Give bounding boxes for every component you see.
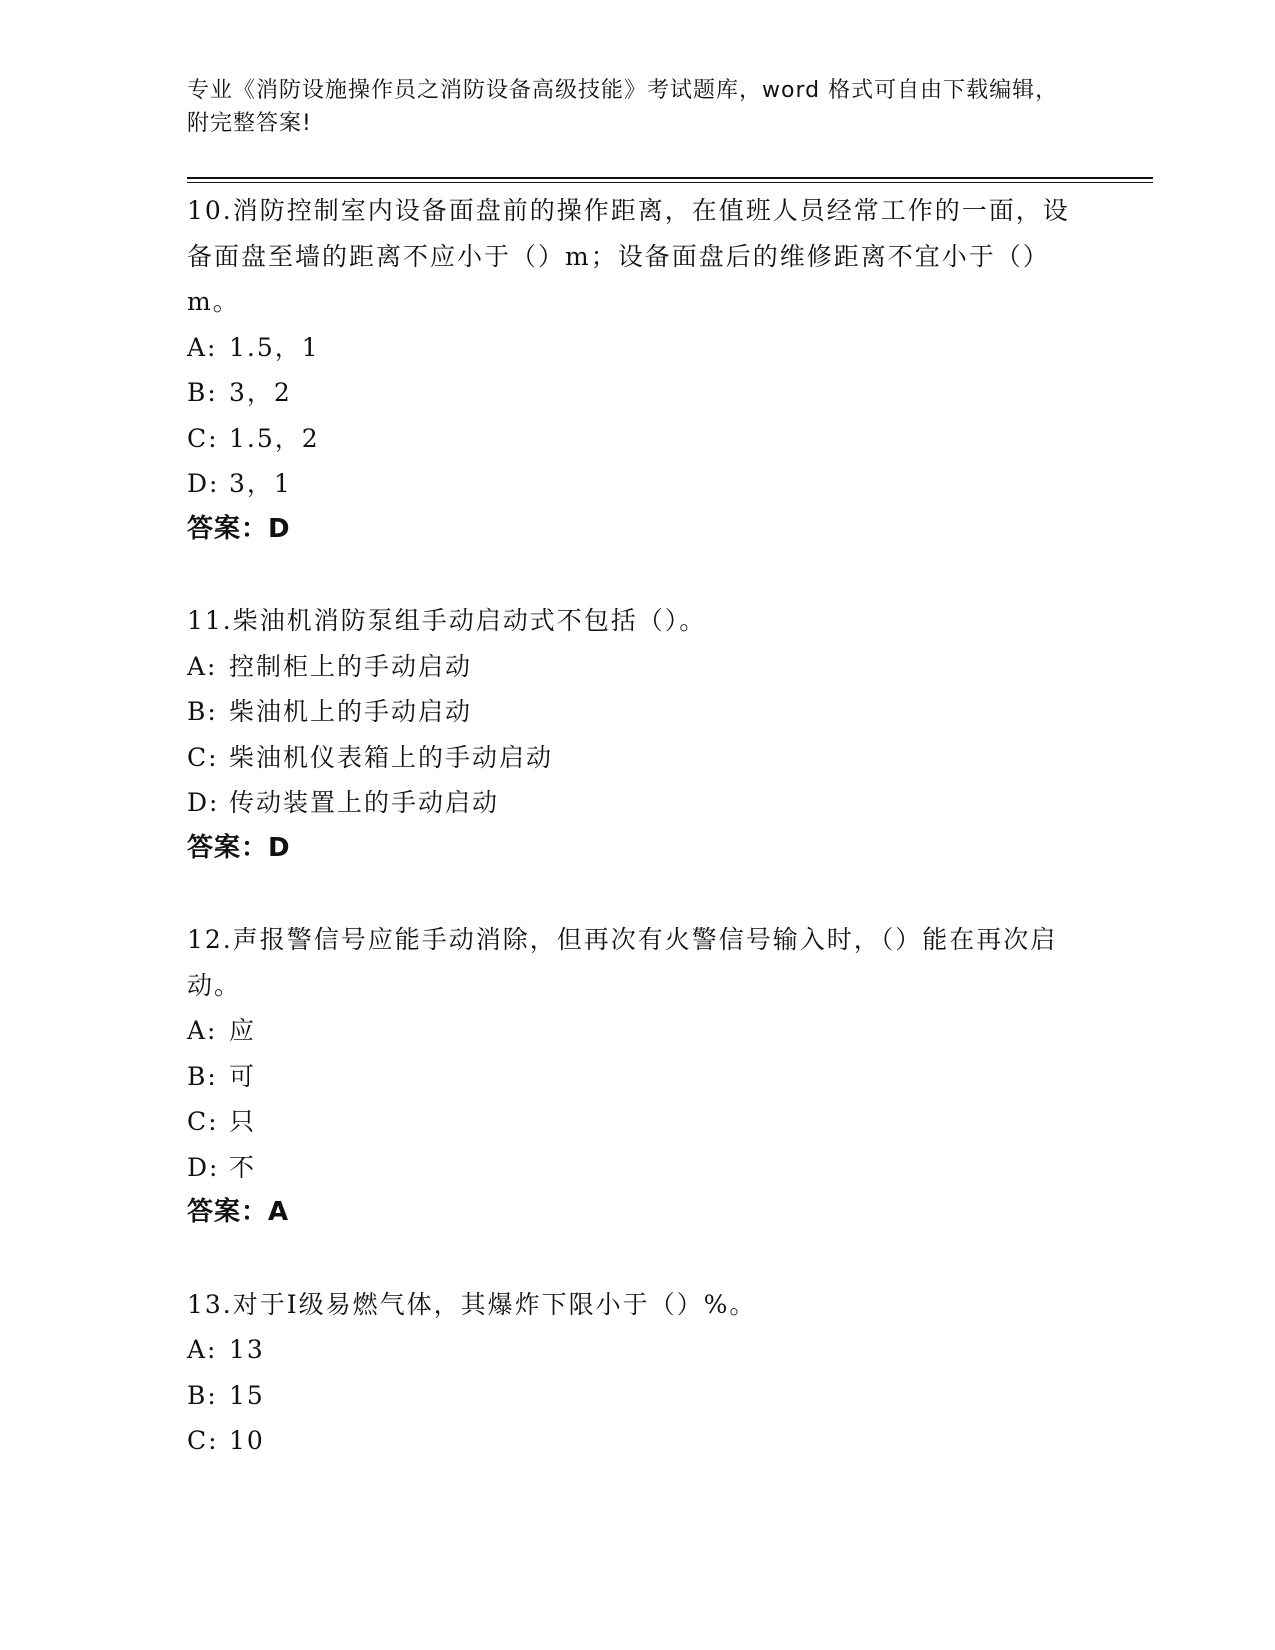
option-c [187,416,1087,462]
option-b [187,1054,1087,1100]
option-text: 柴油机仪表箱上的手动启动 [229,742,554,772]
header-divider-thick [187,177,1153,179]
option-letter: A: [187,1335,218,1364]
option-text: 只 [229,1107,257,1136]
option-letter: A: [187,1016,218,1045]
option-letter: B: [187,378,218,407]
question-10 [187,188,1087,552]
option-text: 可 [229,1061,257,1091]
option-text: 3，1 [229,469,292,498]
answer-line: 答案：D [187,832,291,863]
answer-line: 答案：A [187,1197,290,1227]
option-letter: D: [187,469,220,498]
spacer [187,871,1087,917]
option-letter: B: [187,697,218,726]
option-letter: B: [187,1380,218,1410]
option-text: 15 [229,1380,265,1410]
option-text: 10 [229,1426,265,1455]
option-text: 1.5，1 [229,332,320,362]
option-c [187,1418,1087,1464]
option-b [187,370,1087,416]
option-text: 1.5，2 [229,423,320,453]
option-text: 控制柜上的手动启动 [229,651,473,681]
option-text: 柴油机上的手动启动 [229,697,473,726]
option-letter: A: [187,332,218,362]
question-12 [187,917,1087,1236]
option-b [187,1373,1087,1419]
option-a [187,325,1087,371]
option-c [187,735,1087,781]
question-list [187,188,1087,1464]
option-text: 应 [229,1016,257,1045]
answer-line: 答案：D [187,513,291,544]
option-letter: C: [187,423,219,453]
option-text: 3，2 [229,378,292,407]
option-letter: D: [187,1152,220,1182]
document-header [187,74,1067,140]
question-stem: 12.声报警信号应能手动消除，但再次有火警信号输入时，（）能在再次启动。 [187,925,1058,1000]
question-11 [187,598,1087,871]
spacer [187,552,1087,598]
option-d [187,1145,1087,1191]
option-letter: A: [187,651,218,681]
option-letter: B: [187,1061,218,1091]
option-c [187,1099,1087,1145]
question-stem: 13.对于Ⅰ级易燃气体，其爆炸下限小于（）%。 [187,1289,757,1319]
option-text: 13 [229,1335,265,1364]
option-d [187,780,1087,826]
option-text: 不 [229,1152,257,1182]
option-letter: C: [187,1107,219,1136]
option-a [187,1327,1087,1373]
header-divider-thin [187,182,1153,183]
option-letter: C: [187,742,219,772]
option-b [187,689,1087,735]
option-letter: D: [187,788,220,817]
question-13 [187,1282,1087,1464]
option-text: 传动装置上的手动启动 [229,788,500,817]
spacer [187,1236,1087,1282]
header-text: 专业《消防设施操作员之消防设备高级技能》考试题库，word 格式可自由下载编辑，附完整答案! [187,78,1059,136]
question-stem: 10.消防控制室内设备面盘前的操作距离，在值班人员经常工作的一面，设备面盘至墙的距离不应小于（）m；设备面盘后的维修距离不宜小于（）m。 [187,196,1070,316]
option-a [187,1008,1087,1054]
question-stem: 11.柴油机消防泵组手动启动式不包括（）。 [187,606,707,635]
option-d [187,461,1087,507]
option-a [187,644,1087,690]
option-letter: C: [187,1426,219,1455]
